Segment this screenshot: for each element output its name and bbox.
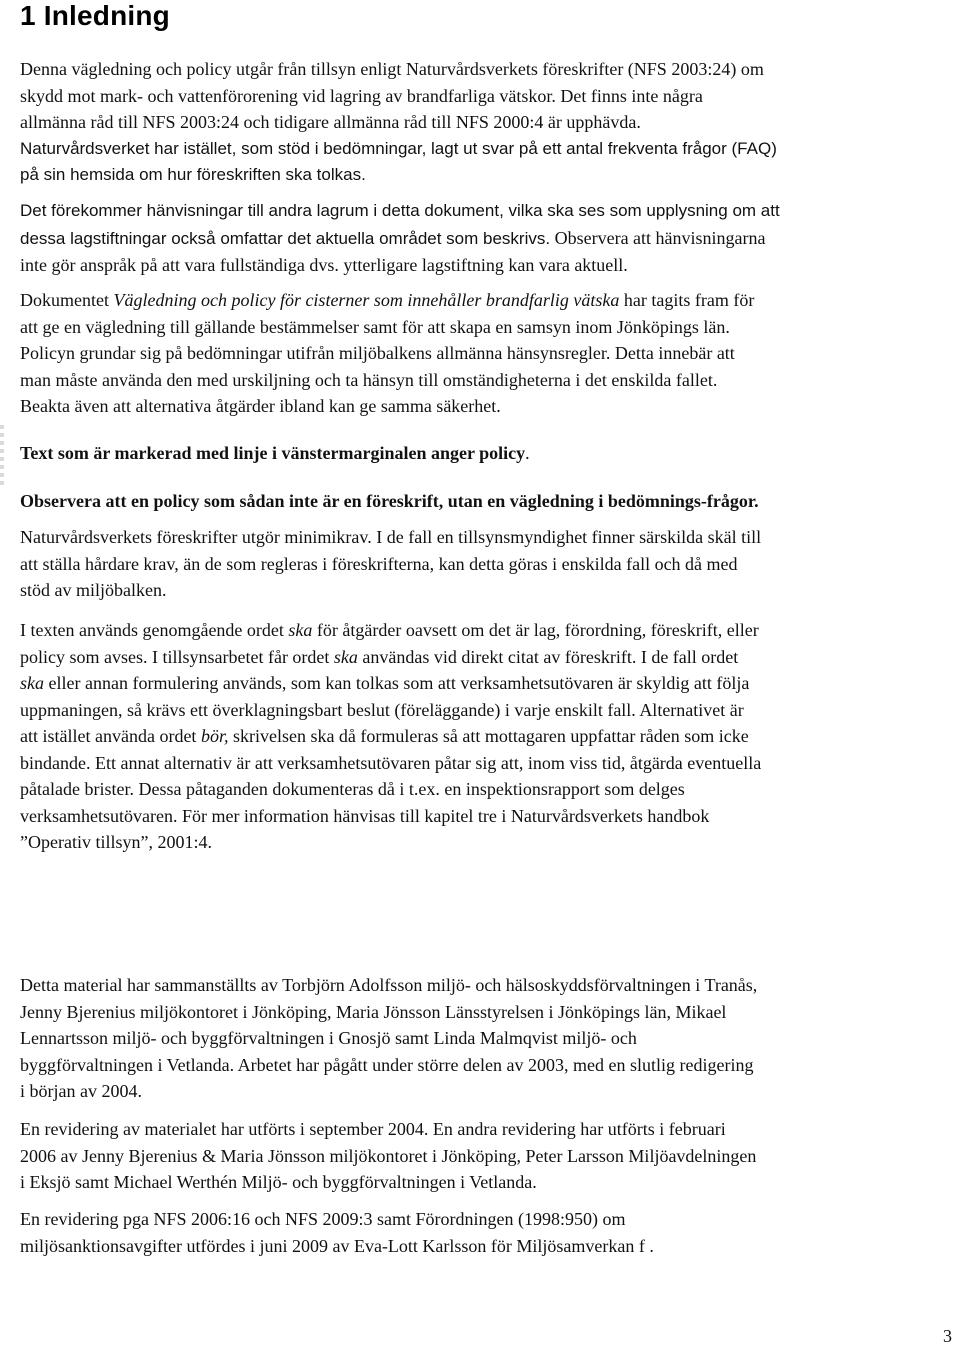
- intro-paragraph: Denna vägledning och policy utgår från tillsyn enligt Naturvårdsverkets föreskrifter (NFS 2003:24) om skydd mot mark- och vattenförorening vid lagring av brandfarliga vätskor. Det finns inte några allmänna råd till NFS 2003:24 och tidigare allmänna råd till NFS 2000:4 är upphävda. Naturvårdsverket har istället, som stöd i bedömningar, lagt ut svar på ett antal frekventa frågor (FAQ) på sin hemsida om hur föreskriften ska tolkas.: [20, 59, 777, 184]
- document-title: Vägledning och policy för cisterner som innehåller brandfarlig vätska: [113, 290, 620, 310]
- revision-paragraph: En revidering av materialet har utförts i september 2004. En andra revidering har utförts i februari 2006 av Jenny Bjerenius & Maria Jönsson miljökontoret i Jönköping, Peter Larsson Miljöavdelningen i Eksjö samt Michael Werthén Miljö- och byggförvaltningen i Vetlanda.: [20, 1119, 757, 1192]
- terminology-paragraph: I texten används genomgående ordet ska för åtgärder oavsett om det är lag, förordning, föreskrift, eller policy som avses. I tillsynsarbetet får ordet ska användas vid direkt citat av föreskrift. I de fall ordet ska eller annan formulering används, som kan tolkas som att verksamhetsutövaren är skyldig att följa uppmaningen, så krävs ett överklagningsbart beslut (föreläggande) i varje enskilt fall. Alternativet är att istället använda ordet bör, skrivelsen ska då formuleras så att mottagaren uppfattar råden som icke bindande. Ett annat alternativ är att verksamhetsutövaren påtar sig att, inom viss tid, åtgärda eventuella påtalade brister. Dessa påtaganden dokumenteras då i t.ex. en inspektionsrapport som delges verksamhetsutövaren. För mer information hänvisas till kapitel tre i Naturvårdsverkets handbok ”Operativ tillsyn”, 2001:4.: [20, 620, 762, 852]
- policy-margin-line: [0, 425, 4, 490]
- page-number: 3: [943, 1326, 952, 1346]
- policy-note: Text som är markerad med linje i vänstermarginalen anger policy.: [20, 443, 530, 463]
- purpose-paragraph: Dokumentet Vägledning och policy för cisterner som innehåller brandfarlig vätska har tagits fram för att ge en vägledning till gällande bestämmelser samt för att skapa en samsyn inom Jönköpings län. Policyn grundar sig på bedömningar utifrån miljöbalkens allmänna hänsynsregler. Detta innebär att man måste använda den med urskiljning och ta hänsyn till omständigheterna i det enskilda fallet. Beakta även att alternativa åtgärder ibland kan ge samma säkerhet.: [20, 290, 755, 416]
- observe-note: Observera att en policy som sådan inte är en föreskrift, utan en vägledning i bedömnings-frågor.: [20, 491, 759, 511]
- authors-paragraph: Detta material har sammanställts av Torbjörn Adolfsson miljö- och hälsoskyddsförvaltningen i Tranås, Jenny Bjerenius miljökontoret i Jönköping, Maria Jönsson Länsstyrelsen i Jönköpings län, Mikael Lennartsson miljö- och byggförvaltningen i Gnosjö samt Linda Malmqvist miljö- och byggförvaltningen i Vetlanda. Arbetet har pågått under större delen av 2003, med en slutlig redigering i början av 2004.: [20, 975, 758, 1101]
- references-paragraph: Det förekommer hänvisningar till andra lagrum i detta dokument, vilka ska ses som upplysning om att dessa lagstiftningar också omfattar det aktuella området som beskrivs. Observera att hänvisningarna inte gör anspråk på att vara fullständiga dvs. ytterligare lagstiftning kan vara aktuell.: [20, 201, 780, 275]
- section-heading: 1 Inledning: [20, 0, 170, 31]
- minimum-requirements-paragraph: Naturvårdsverkets föreskrifter utgör minimikrav. I de fall en tillsynsmyndighet finner särskilda skäl till att ställa hårdare krav, än de som regleras i föreskrifterna, kan detta göras i enskilda fall och då med stöd av miljöbalken.: [20, 527, 762, 600]
- revision-2009-paragraph: En revidering pga NFS 2006:16 och NFS 2009:3 samt Förordningen (1998:950) om miljösanktionsavgifter utfördes i juni 2009 av Eva-Lott Karlsson för Miljösamverkan f .: [20, 1209, 654, 1256]
